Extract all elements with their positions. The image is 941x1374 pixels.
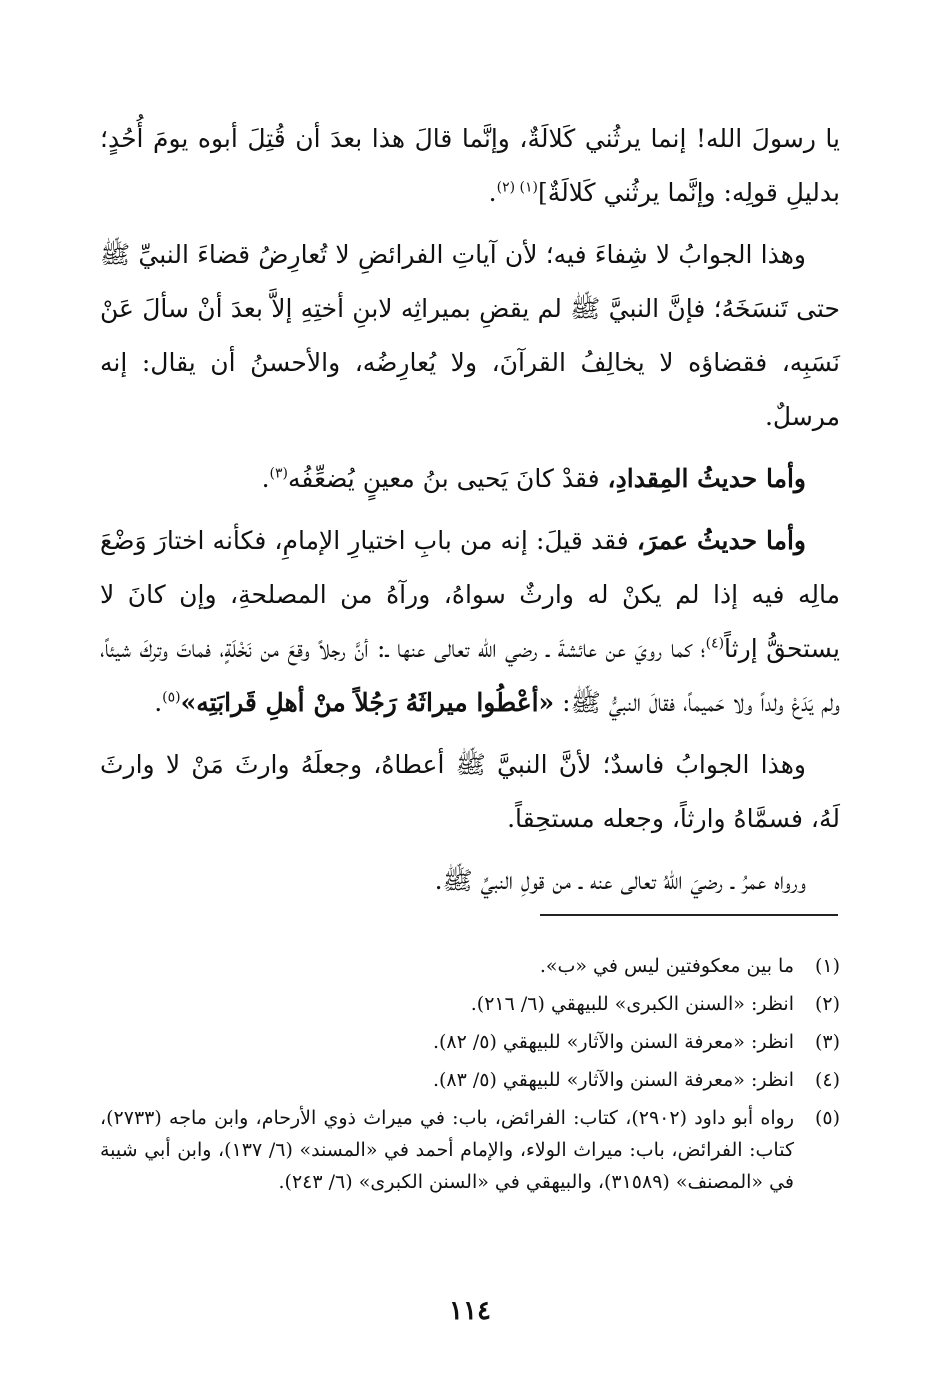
paragraph-4-text-b: ؛ كما رويَ عن عائشةَ ـ رضي الله تعالى عنها ـ: أنَّ رجلاً وقعَ من نَخْلَةٍ، فماتَ وتركَ شيئاً، ولم يَدَعْ ولداً ولا حَميماً، فقالَ النبيُّ ﷺ: xyxy=(100,634,840,717)
footnote-ref-5: (٥) xyxy=(162,689,181,706)
footnote-1 xyxy=(100,950,840,982)
paragraph-4 xyxy=(100,514,840,730)
footnote-3 xyxy=(100,1026,840,1058)
footnote-number: (١) xyxy=(814,955,840,977)
paragraph-4-text-a: فقد قيلَ: إنه من بابِ اختيارِ الإمامِ، فكأنه اختارَ وَضْعَ مالِه فيه إذا لم يكنْ له وارثٌ سواهُ، ورآهُ من المصلحةِ، وإن كانَ لا يستحقُّ إرثاً xyxy=(100,526,840,663)
paragraph-3-text: فقدْ كانَ يَحيى بنُ معينٍ يُضعِّفُه xyxy=(288,464,600,493)
paragraph-3-end: . xyxy=(261,464,270,493)
footnote-text: انظر: «معرفة السنن والآثار» للبيهقي (٥/ ٨٣). xyxy=(432,1069,794,1091)
footnote-4 xyxy=(100,1064,840,1096)
footnote-text: رواه أبو داود (٢٩٠٢)، كتاب: الفرائض، باب: في ميراث ذوي الأرحام، وابن ماجه (٢٧٣٣)، كتاب: الفرائض، باب: ميراث الولاء، والإمام أحمد في «المسند» (٦/ ١٣٧)، وابن أبي شيبة في «المصنف» (٣١٥٨٩)، والبيهقي في «السنن الكبرى» (٦/ ٢٤٣). xyxy=(100,1107,795,1193)
paragraph-1-end: . xyxy=(488,178,497,207)
paragraph-3-lead: وأما حديثُ المِقدادِ، xyxy=(607,464,806,493)
footnote-number: (٣) xyxy=(814,1031,840,1053)
footnote-ref-4: (٤) xyxy=(705,635,725,652)
paragraph-6 xyxy=(100,854,840,908)
paragraph-2-text: وهذا الجوابُ لا شِفاءَ فيه؛ لأن آياتِ الفرائضِ لا تُعارِضُ قضاءَ النبيِّ ﷺ حتى تَنسَخَهُ؛ فإنَّ النبيَّ ﷺ لم يقضِ بميراثِه لابنِ أختِهِ إلاَّ بعدَ أنْ سألَ عَنْ نَسَبِه، فقضاؤه لا يخالِفُ القرآنَ، ولا يُعارِضُه، والأحسنُ أن يقال: إنه مرسلٌ. xyxy=(100,240,840,431)
paragraph-3 xyxy=(100,452,840,506)
footnotes xyxy=(100,950,840,1204)
footnote-2 xyxy=(100,988,840,1020)
footnote-5 xyxy=(100,1102,840,1198)
paragraph-1-text: يا رسولَ الله! إنما يرثُني كَلالَةٌ، وإنَّما قالَ هذا بعدَ أن قُتِلَ أبوه يومَ أُحُدٍ؛ بدليلِ قولِه: وإنَّما يرثُني كَلالَةٌ] xyxy=(100,124,840,207)
paragraph-4-end: . xyxy=(154,688,163,717)
footnote-text: انظر: «معرفة السنن والآثار» للبيهقي (٥/ ٨٢). xyxy=(432,1031,794,1053)
paragraph-1 xyxy=(100,112,840,220)
footnote-ref-3: (٣) xyxy=(269,465,289,482)
paragraph-5-text: وهذا الجوابُ فاسدٌ؛ لأنَّ النبيَّ ﷺ أعطاهُ، وجعلَهُ وارثَ مَنْ لا وارثَ لَهُ، فسمَّاهُ وارثاً، وجعله مستحِقاً. xyxy=(100,750,840,833)
footnote-number: (٥) xyxy=(814,1107,840,1129)
footnote-text: ما بين معكوفتين ليس في «ب». xyxy=(539,955,794,977)
main-text xyxy=(100,112,840,916)
paragraph-5 xyxy=(100,738,840,846)
paragraph-6-text: ورواه عمرُ ـ رضيَ اللهُ تعالى عنه ـ من قولِ النبيِّ ﷺ. xyxy=(434,866,806,895)
paragraph-4-lead: وأما حديثُ عمرَ، xyxy=(636,526,807,555)
footnote-separator xyxy=(540,914,838,916)
page-number: ١١٤ xyxy=(449,1296,491,1326)
footnote-number: (٢) xyxy=(814,993,840,1015)
footnote-text: انظر: «السنن الكبرى» للبيهقي (٦/ ٢١٦). xyxy=(470,993,794,1015)
footnote-ref-1-2: (١) (٢) xyxy=(496,179,538,196)
footnote-number: (٤) xyxy=(814,1069,840,1091)
paragraph-2 xyxy=(100,228,840,444)
hadith-quote: «أعْطُوا ميراثَهُ رَجُلاً منْ أهلِ قَرابَتِه» xyxy=(180,688,555,717)
